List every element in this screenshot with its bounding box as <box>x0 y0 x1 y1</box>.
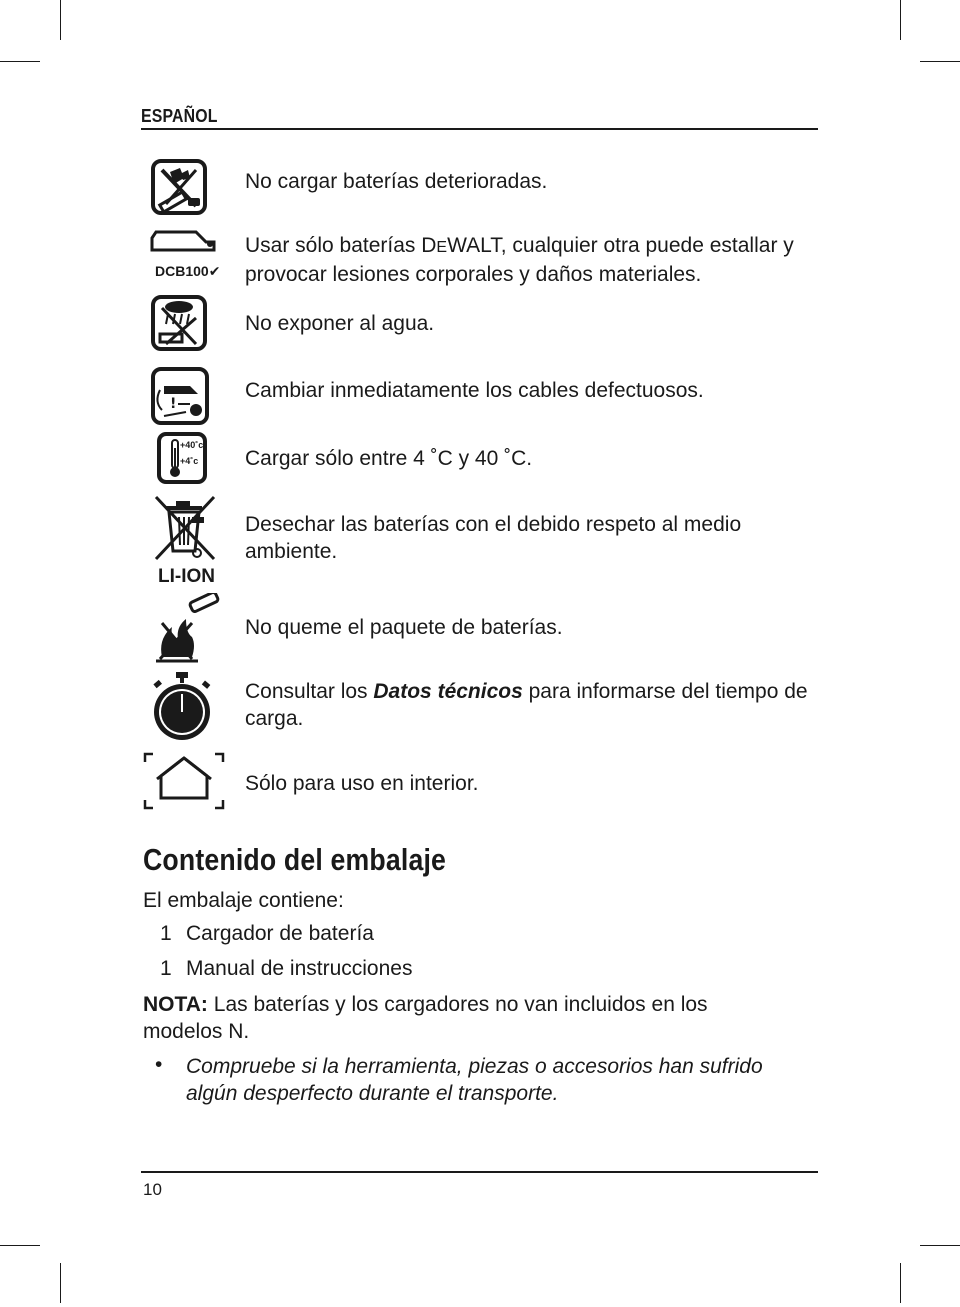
list-item-label: Manual de instrucciones <box>186 957 413 980</box>
crop-mark <box>900 1263 901 1303</box>
temp-label-high: +40˚c <box>180 440 204 450</box>
symbol-text-cable: Cambiar inmediatamente los cables defectuosos. <box>245 379 704 402</box>
bullet-text: Compruebe si la herramienta, piezas o accesorios han sufrido algún desperfecto durante el transporte. <box>186 1055 763 1105</box>
crop-mark <box>60 1263 61 1303</box>
li-ion-label: LI-ION <box>158 566 215 587</box>
stopwatch-icon <box>148 670 216 742</box>
section-title: Contenido del embalaje <box>143 842 447 877</box>
note-text: Las baterías y los cargadores no van incluidos en los modelos N. <box>143 993 708 1043</box>
crop-mark <box>920 61 960 62</box>
dcb100-label: DCB100✔ <box>155 263 221 279</box>
symbol-text-temperature: Cargar sólo entre 4 ˚C y 40 ˚C. <box>245 447 533 470</box>
damaged-battery-icon <box>150 158 208 216</box>
crop-mark <box>920 1245 960 1246</box>
symbol-text-indoor: Sólo para uso en interior. <box>245 772 479 795</box>
indoor-use-icon <box>143 752 225 812</box>
defective-cable-icon <box>150 366 210 426</box>
section-intro: El embalaje contiene: <box>143 889 344 912</box>
symbol-text-fire: No queme el paquete de baterías. <box>245 616 563 639</box>
no-fire-icon <box>152 593 224 665</box>
crop-mark <box>0 1245 40 1246</box>
symbol-text-damaged: No cargar baterías deterioradas. <box>245 170 548 193</box>
page-number: 10 <box>143 1180 162 1199</box>
temp-label-low: +4˚c <box>180 456 199 466</box>
list-item-qty: 1 <box>160 957 172 980</box>
footer-rule <box>141 1171 818 1173</box>
header-rule <box>141 128 818 130</box>
symbol-text-water: No exponer al agua. <box>245 312 435 335</box>
note-label: NOTA: <box>143 993 208 1016</box>
symbol-text-dewalt: Usar sólo baterías DEWALT, cualquier otra puede estallar y provocar lesiones corporales y daños materiales. <box>245 234 794 286</box>
symbol-text-disposal: Desechar las baterías con el debido respeto al medio ambiente. <box>245 513 742 563</box>
language-label: ESPAÑOL <box>141 106 218 126</box>
crop-mark <box>900 0 901 40</box>
li-ion-disposal-icon <box>152 493 218 565</box>
crop-mark <box>0 61 40 62</box>
bullet-mark: • <box>155 1053 163 1076</box>
crop-mark <box>60 0 61 40</box>
list-item-label: Cargador de batería <box>186 922 374 945</box>
symbol-text-time: Consultar los Datos técnicos para informarse del tiempo de carga. <box>245 680 808 730</box>
svg-text:!: ! <box>170 396 177 412</box>
dcb100-battery-icon <box>148 228 220 262</box>
list-item-qty: 1 <box>160 922 172 945</box>
no-water-icon <box>150 294 208 352</box>
note-paragraph <box>143 991 743 1045</box>
